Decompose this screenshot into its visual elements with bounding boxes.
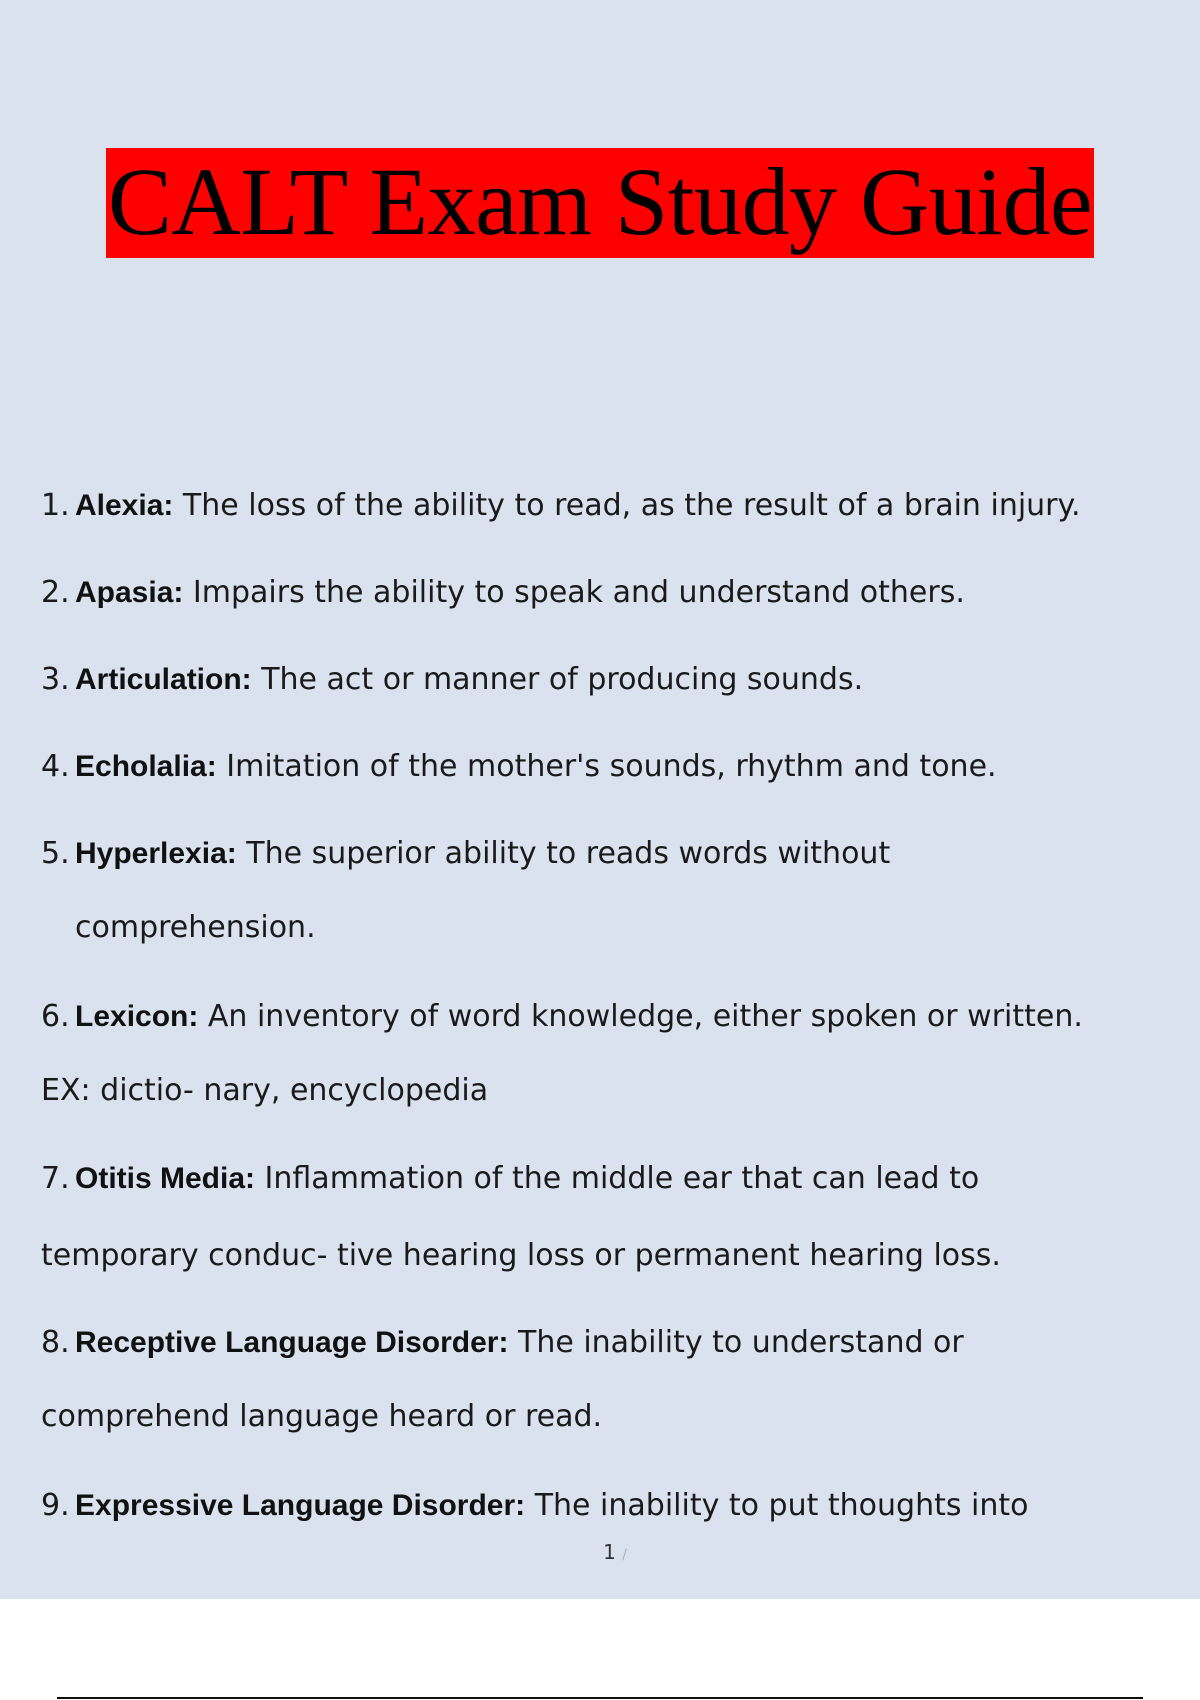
list-item [41,1325,1171,1360]
list-item [41,1488,1171,1523]
page-number-suffix: / [622,1547,627,1563]
list-item [41,662,1171,697]
item-term: Receptive Language Disorder: [75,1326,509,1359]
item-term: Alexia: [75,489,174,522]
item-number: 6. [41,999,70,1034]
item-number: 8. [41,1325,70,1360]
item-definition: Imitation of the mother's sounds, rhythm and tone. [216,749,997,784]
item-definition: The act or manner of producing sounds. [251,662,864,697]
item-continuation: EX: dictio- nary, encyclopedia [41,1073,489,1108]
document-title: CALT Exam Study Guide [106,148,1094,258]
item-number: 4. [41,749,70,784]
list-item [41,1161,1171,1196]
item-term: Apasia: [75,576,184,609]
item-continuation: comprehension. [75,910,316,945]
list-item [41,488,1171,523]
list-item [41,575,1171,610]
item-definition: The inability to put thoughts into [525,1488,1029,1523]
list-item [41,836,1171,871]
list-item [41,749,1171,784]
item-term: Echolalia: [75,750,217,783]
item-term: Expressive Language Disorder: [75,1489,526,1522]
item-definition: An inventory of word knowledge, either spoken or written. [198,999,1083,1034]
item-term: Articulation: [75,663,252,696]
item-number: 5. [41,836,70,871]
item-continuation: temporary conduc- tive hearing loss or permanent hearing loss. [41,1238,1001,1273]
item-definition: The superior ability to reads words without [236,836,891,871]
item-number: 3. [41,662,70,697]
item-definition: Inflammation of the middle ear that can lead to [255,1161,980,1196]
item-term: Hyperlexia: [75,837,237,870]
item-definition: Impairs the ability to speak and understand others. [183,575,965,610]
list-item [41,999,1171,1034]
item-number: 1. [41,488,70,523]
page-number-value: 1 [603,1540,616,1564]
item-definition: The loss of the ability to read, as the result of a brain injury. [173,488,1081,523]
item-term: Otitis Media: [75,1162,256,1195]
item-number: 7. [41,1161,70,1196]
page-number [0,1540,1200,1564]
item-definition: The inability to understand or [508,1325,964,1360]
item-number: 2. [41,575,70,610]
item-continuation: comprehend language heard or read. [41,1399,603,1434]
item-term: Lexicon: [75,1000,199,1033]
footer-divider [57,1697,1143,1699]
item-number: 9. [41,1488,70,1523]
title-banner [0,148,1200,258]
